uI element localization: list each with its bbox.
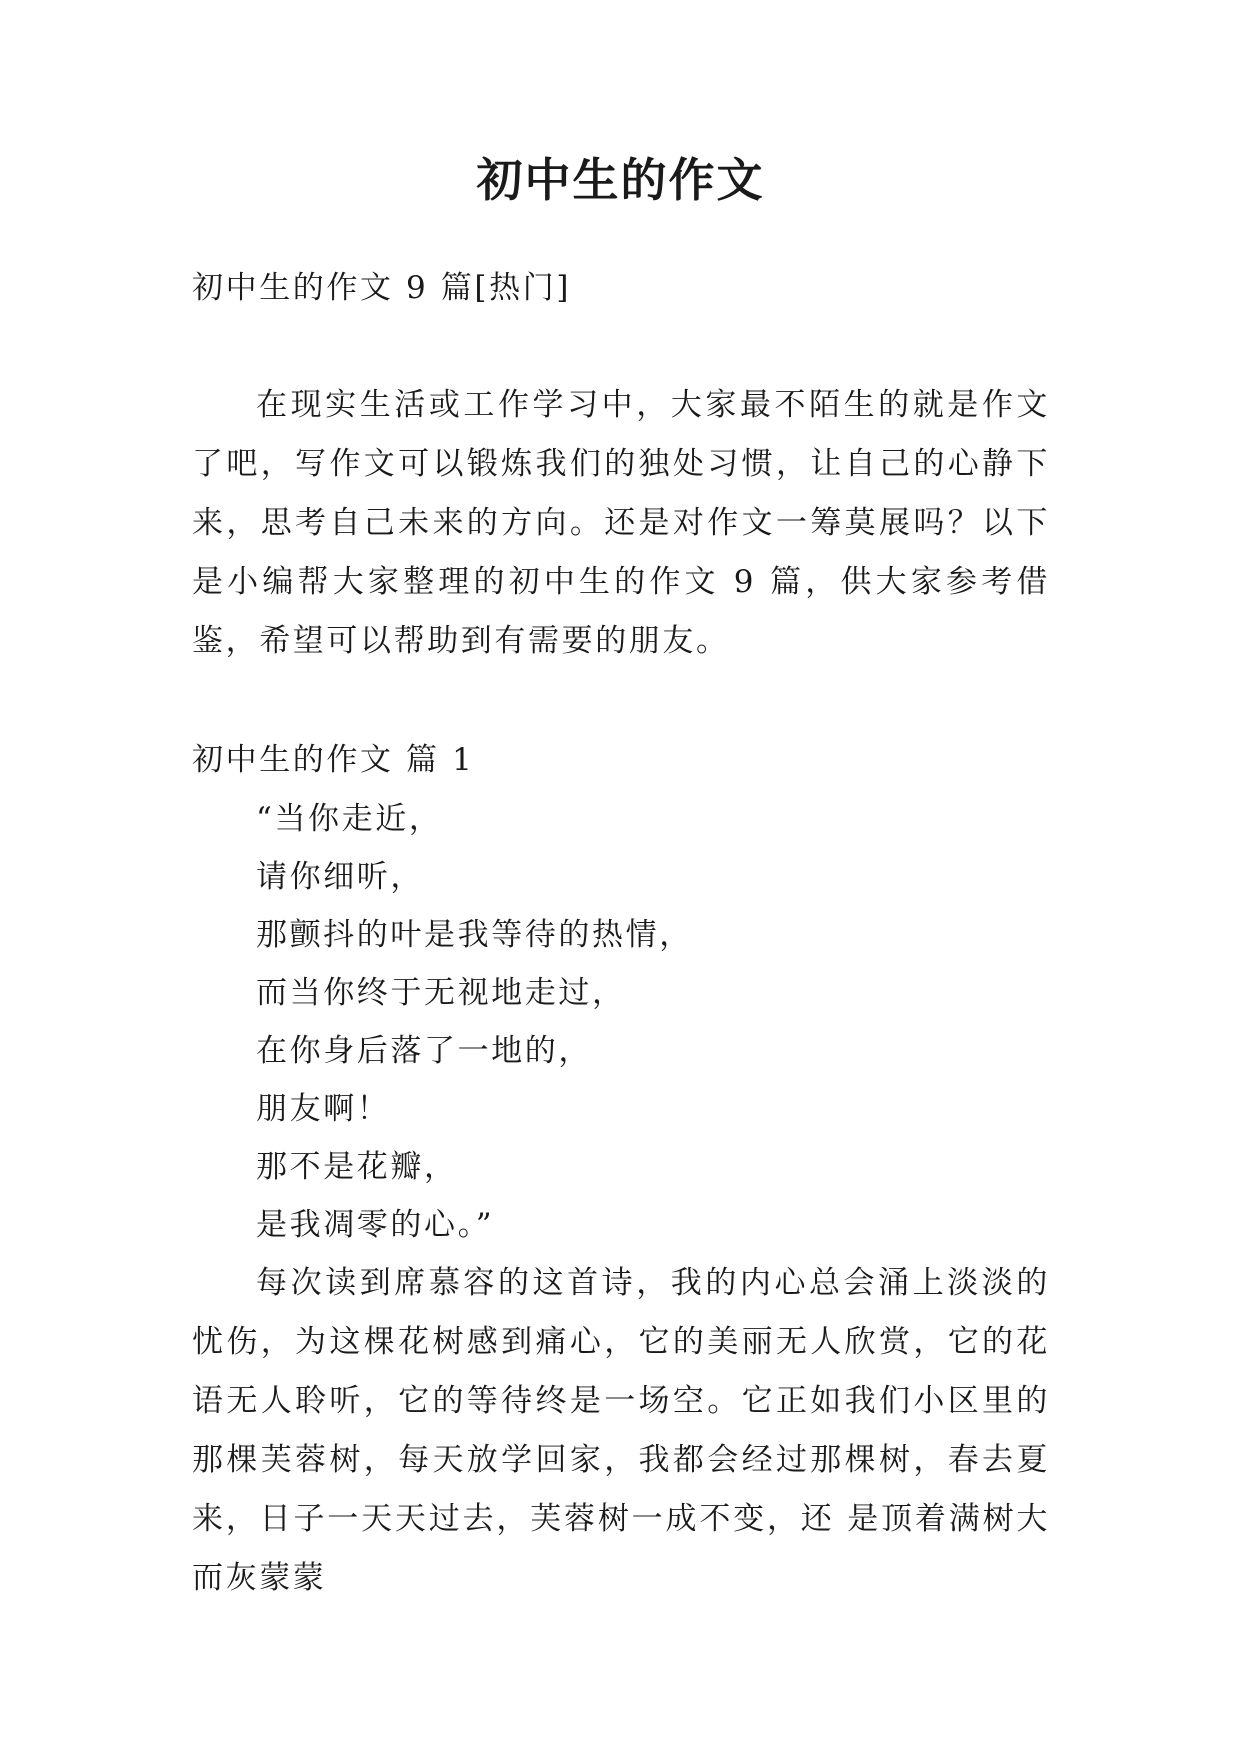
body-paragraph: 每次读到席慕容的这首诗，我的内心总会涌上淡淡的忧伤，为这棵花树感到痛心，它的美丽无人欣赏，它的花语无人聆听，它的等待终是一场空。它正如我们小区里的那棵芙蓉树，每天放学回家，我都会经过那棵树，春去夏来，日子一天天过去，芙蓉树一成不变，还 是顶着满树大而灰蒙蒙 (192, 1265, 1050, 1596)
section-heading: 初中生的作文 篇 1 (192, 742, 475, 778)
poem (192, 790, 1050, 1254)
poem-line: 那不是花瓣， (256, 1149, 458, 1185)
poem-line: 而当你终于无视地走过， (256, 975, 626, 1011)
intro-paragraph: 在现实生活或工作学习中，大家最不陌生的就是作文了吧，写作文可以锻炼我们的独处习惯，让自己的心静下来，思考自己未来的方向。还是对作文一筹莫展吗？以下是小编帮大家整理的初中生的作文 9 篇，供大家参考借鉴，希望可以帮助到有需要的朋友。 (192, 387, 1050, 659)
document-body (192, 258, 1050, 1608)
poem-line: 是我凋零的心。” (256, 1207, 495, 1243)
poem-line: 那颤抖的叶是我等待的热情， (256, 917, 693, 953)
poem-line: “当你走近， (256, 801, 443, 837)
poem-line: 在你身后落了一地的， (256, 1033, 592, 1069)
poem-line: 请你细听， (256, 859, 424, 895)
document-subtitle: 初中生的作文 9 篇[热门] (192, 270, 572, 306)
document-title: 初中生的作文 (476, 153, 765, 207)
poem-line: 朋友啊！ (256, 1091, 391, 1127)
